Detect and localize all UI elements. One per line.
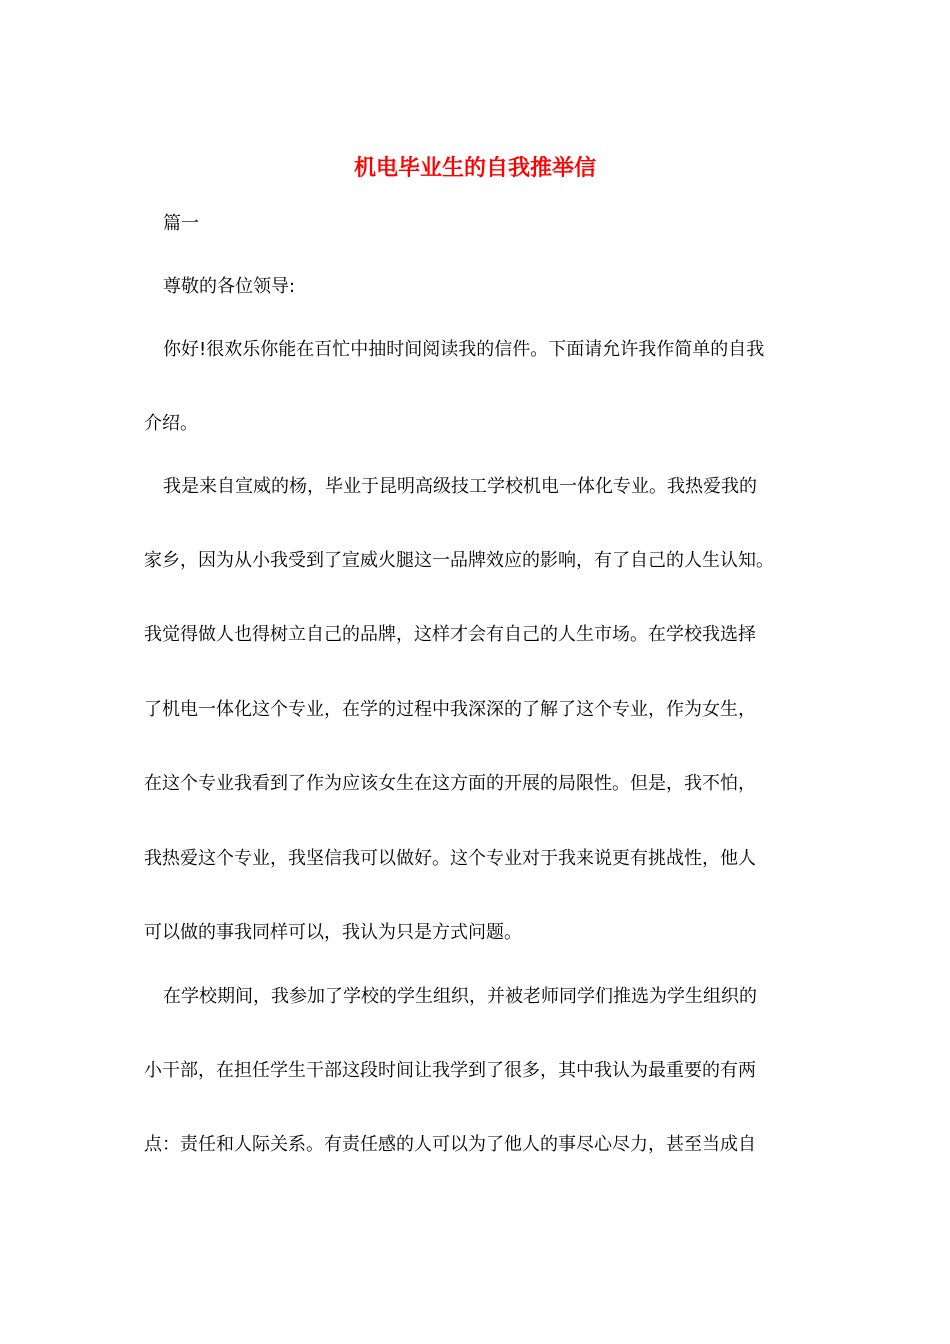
paragraph-line: 你好!很欢乐你能在百忙中抽时间阅读我的信件。下面请允许我作简单的自我: [163, 339, 765, 360]
paragraph-line: 我热爱这个专业，我坚信我可以做好。这个专业对于我来说更有挑战性，他人: [144, 848, 756, 869]
paragraph-line: 点：责任和人际关系。有责任感的人可以为了他人的事尽心尽力，甚至当成自: [144, 1134, 756, 1155]
paragraph-line: 我觉得做人也得树立自己的品牌，这样才会有自己的人生市场。在学校我选择: [144, 624, 756, 645]
paragraph-line: 家乡，因为从小我受到了宣威火腿这一品牌效应的影响，有了自己的人生认知。: [144, 550, 774, 571]
document-title: 机电毕业生的自我推举信: [353, 156, 596, 181]
paragraph-line: 小干部，在担任学生干部这段时间让我学到了很多，其中我认为最重要的有两: [144, 1060, 756, 1081]
paragraph-line: 在学校期间，我参加了学校的学生组织，并被老师同学们推选为学生组织的: [163, 986, 757, 1007]
paragraph-line: 介绍。: [144, 413, 198, 434]
paragraph-line: 可以做的事我同样可以，我认为只是方式问题。: [144, 922, 522, 943]
salutation: 尊敬的各位领导:: [163, 276, 296, 297]
paragraph-line: 在这个专业我看到了作为应该女生在这方面的开展的局限性。但是，我不怕，: [144, 773, 756, 794]
paragraph-line: 我是来自宣威的杨，毕业于昆明高级技工学校机电一体化专业。我热爱我的: [163, 476, 757, 497]
section-heading: 篇一: [163, 213, 199, 234]
paragraph-line: 了机电一体化这个专业，在学的过程中我深深的了解了这个专业，作为女生，: [144, 699, 756, 720]
